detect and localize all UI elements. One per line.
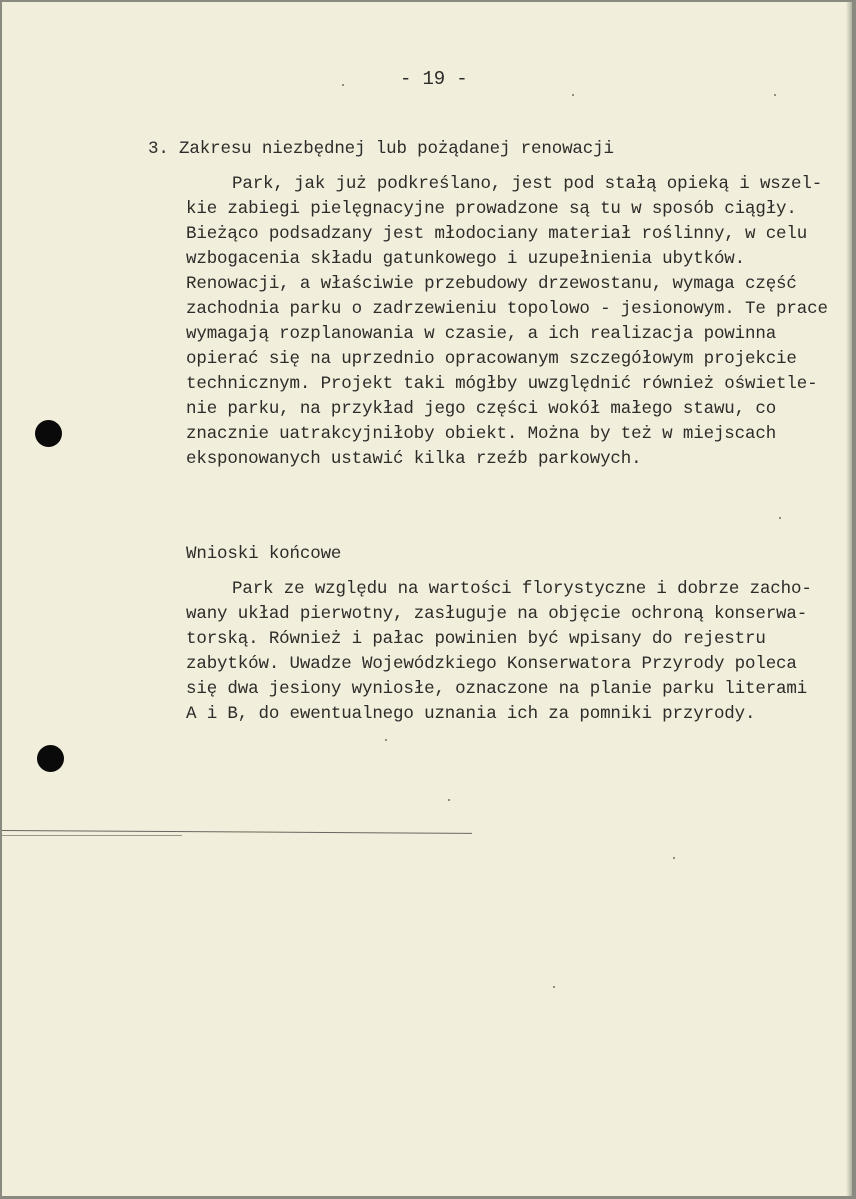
fold-line [2, 835, 182, 836]
paragraph-line: się dwa jesiony wyniosłe, oznaczone na planie parku literami [186, 679, 808, 699]
paragraph-line: Bieżąco podsadzany jest młodociany materiał roślinny, w celu [186, 224, 808, 244]
paragraph-line: kie zabiegi pielęgnacyjne prowadzone są tu w sposób ciągły. [186, 199, 797, 219]
paragraph-line: torską. Również i pałac powinien być wpisany do rejestru [186, 629, 766, 649]
paper-speck [385, 739, 387, 741]
page-number: - 19 - [400, 68, 468, 90]
conclusions-heading: Wnioski końcowe [186, 544, 342, 564]
paragraph-line: eksponowanych ustawić kilka rzeźb parkowych. [186, 449, 642, 469]
paragraph-line: wzbogacenia składu gatunkowego i uzupełnienia ubytków. [186, 249, 745, 269]
paper-speck [673, 857, 675, 859]
paragraph-line: A i B, do ewentualnego uznania ich za pomniki przyrody. [186, 704, 756, 724]
paragraph-line: wymagają rozplanowania w czasie, a ich realizacja powinna [186, 324, 777, 344]
section-heading: 3. Zakresu niezbędnej lub pożądanej renowacji [148, 139, 614, 159]
paragraph-line: zachodnia parku o zadrzewieniu topolowo - jesionowym. Te prace [186, 299, 828, 319]
paper-speck [774, 94, 776, 96]
paragraph-line: Renowacji, a właściwie przebudowy drzewostanu, wymaga część [186, 274, 797, 294]
paragraph-line: technicznym. Projekt taki mógłby uwzględnić również oświetle- [186, 374, 818, 394]
paper-speck [572, 94, 574, 96]
paper-speck [779, 517, 781, 519]
punch-hole [37, 745, 64, 772]
paragraph-line: opierać się na uprzednio opracowanym szczegółowym projekcie [186, 349, 797, 369]
paragraph-line: znacznie uatrakcyjniłoby obiekt. Można by też w miejscach [186, 424, 777, 444]
fold-line [2, 830, 472, 834]
paragraph-line: Park ze względu na wartości florystyczne i dobrze zacho- [232, 579, 812, 599]
paragraph-line: wany układ pierwotny, zasługuje na objęcie ochroną konserwa- [186, 604, 808, 624]
paper-speck [342, 84, 344, 86]
paper-speck [448, 799, 450, 801]
paper-speck [553, 986, 555, 988]
page-edge-shadow [846, 2, 852, 1196]
paragraph-line: Park, jak już podkreślano, jest pod stałą opieką i wszel- [232, 174, 823, 194]
paragraph-line: zabytków. Uwadze Wojewódzkiego Konserwatora Przyrody poleca [186, 654, 797, 674]
punch-hole [35, 420, 62, 447]
document-page [2, 2, 852, 1196]
paragraph-line: nie parku, na przykład jego części wokół małego stawu, co [186, 399, 777, 419]
